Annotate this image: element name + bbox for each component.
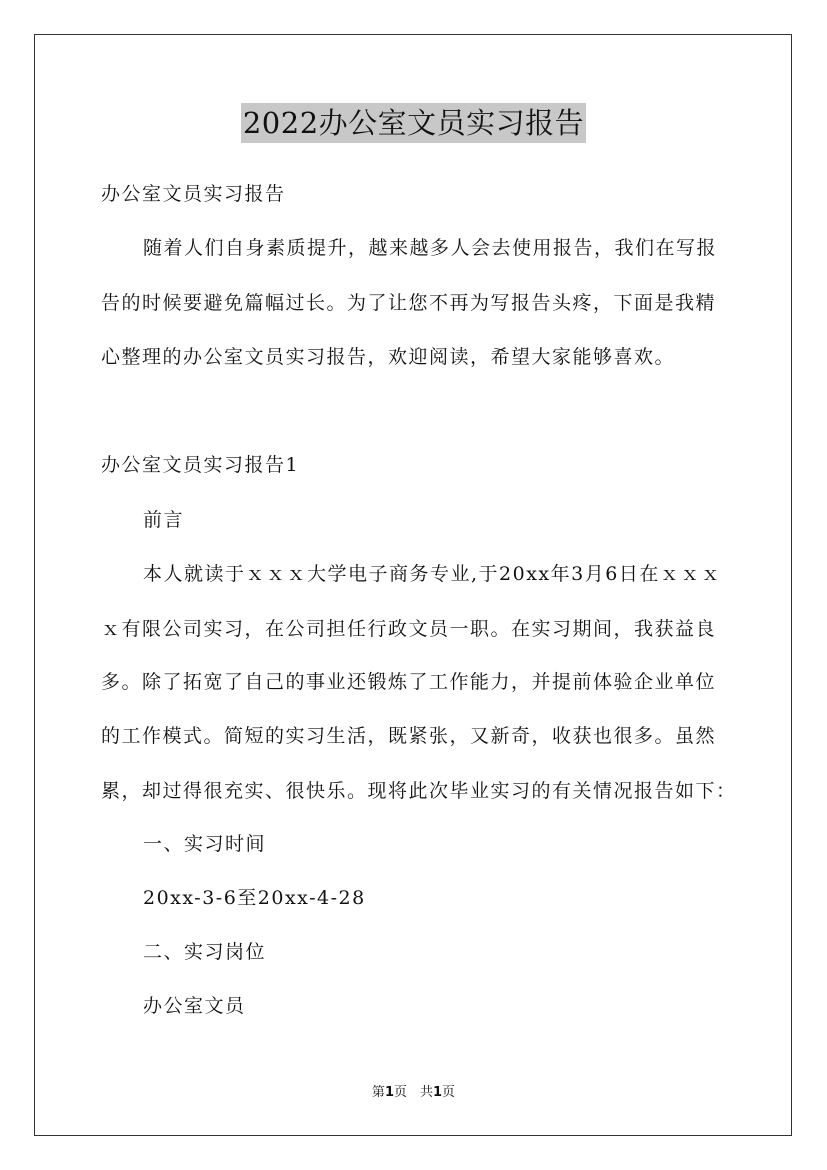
paragraph-line: 多。除了拓宽了自己的事业还锻炼了工作能力，并提前体验企业单位 [101, 671, 717, 693]
paragraph-line: 本人就读于ｘｘｘ大学电子商务专业,于20xx年3月6日在ｘｘｘ [143, 563, 722, 585]
paragraph-line: 办公室文员 [143, 995, 246, 1017]
subsection-heading: 前言 [143, 509, 185, 531]
paragraph-line: 累，却过得很充实、很快乐。现将此次毕业实习的有关情况报告如下： [101, 780, 737, 802]
document-title: 2022办公室文员实习报告 [241, 103, 586, 143]
paragraph-line: 的工作模式。简短的实习生活，既紧张，又新奇，收获也很多。虽然 [101, 725, 717, 747]
section-heading: 办公室文员实习报告 [101, 183, 286, 205]
paragraph-line: 告的时候要避免篇幅过长。为了让您不再为写报告头疼，下面是我精 [101, 292, 717, 314]
paragraph-line: 随着人们自身素质提升，越来越多人会去使用报告，我们在写报 [143, 237, 718, 259]
paragraph-line: ｘ有限公司实习，在公司担任行政文员一职。在实习期间，我获益良 [101, 618, 717, 640]
paragraph-line: 20xx-3-6至20xx-4-28 [143, 887, 366, 909]
footer-total-pages: 1 [433, 1085, 443, 1100]
footer-page-suffix: 页 [442, 1085, 456, 1100]
footer-page-prefix: 第 [371, 1085, 385, 1100]
paragraph-line: 心整理的办公室文员实习报告，欢迎阅读，希望大家能够喜欢。 [101, 346, 676, 368]
footer-current-page: 1 [384, 1085, 394, 1100]
footer-page-mid: 页 共 [393, 1085, 433, 1100]
section-heading: 办公室文员实习报告1 [101, 454, 300, 476]
subsection-heading: 一、实习时间 [143, 833, 267, 855]
title-container [0, 103, 827, 143]
subsection-heading: 二、实习岗位 [143, 941, 267, 963]
page-footer [0, 1084, 827, 1102]
